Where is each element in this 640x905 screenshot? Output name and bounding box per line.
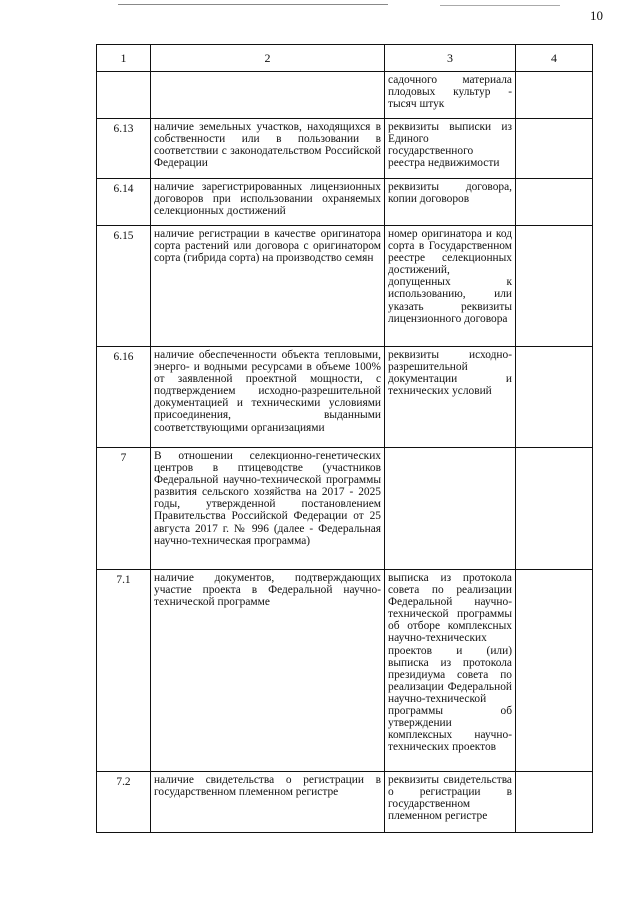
row-criterion: наличие земельных участков, находящихся в собственности или в пользовании в соответствии с законодательством Российской Федерации [151,119,385,179]
row-number: 6.15 [97,226,151,347]
table-row [97,772,593,833]
row-documents: садочного материала плодовых культур - тысяч штук [385,72,516,119]
row-col4 [516,448,593,570]
row-documents: выписка из протокола совета по реализации Федеральной научно-технической программы об отборе комплексных научно-технических проектов и (или) выписка из протокола президиума совета по реализации Федеральной научно-технической программы об утверждении комплексных научно-технических проектов [385,570,516,772]
row-number: 7.1 [97,570,151,772]
row-criterion: наличие свидетельства о регистрации в государственном племенном регистре [151,772,385,833]
row-col4 [516,72,593,119]
row-documents: реквизиты исходно-разрешительной документации и технических условий [385,347,516,448]
column-header-4: 4 [516,45,593,72]
row-criterion: наличие регистрации в качестве оригинатора сорта растений или договора с оригинатором сорта (гибрида сорта) на производство семян [151,226,385,347]
row-number: 6.14 [97,179,151,226]
row-criterion [151,72,385,119]
column-header-1: 1 [97,45,151,72]
row-number [97,72,151,119]
table-row [97,179,593,226]
row-criterion: наличие обеспеченности объекта тепловыми, энерго- и водными ресурсами в объеме 100% от заявленной проектной мощности, с подтверждением исходно-разрешительной документацией и техническими условиями присоединения, выданными соответствующими организациями [151,347,385,448]
row-documents: реквизиты договора, копии договоров [385,179,516,226]
row-documents: реквизиты выписки из Единого государственного реестра недвижимости [385,119,516,179]
table-row [97,72,593,119]
table-row [97,570,593,772]
row-criterion: В отношении селекционно-генетических центров в птицеводстве (участников Федеральной научно-технической программы развития сельского хозяйства на 2017 - 2025 годы, утвержденной постановлением Правительства Российской Федерации от 25 августа 2017 г. № 996 (далее - Федеральная научно-техническая программа) [151,448,385,570]
row-col4 [516,226,593,347]
row-number: 7.2 [97,772,151,833]
row-documents: номер оригинатора и код сорта в Государственном реестре селекционных достижений, допущенных к использованию, или указать реквизиты лицензионного договора [385,226,516,347]
row-number: 7 [97,448,151,570]
row-documents: реквизиты свидетельства о регистрации в государственном племенном регистре [385,772,516,833]
table-row [97,119,593,179]
row-criterion: наличие зарегистрированных лицензионных договоров при использовании охраняемых селекционных достижений [151,179,385,226]
table-header-row [97,45,593,72]
row-col4 [516,119,593,179]
row-criterion: наличие документов, подтверждающих участие проекта в Федеральной научно-технической программе [151,570,385,772]
scan-edge-line [118,4,388,5]
column-header-3: 3 [385,45,516,72]
column-header-2: 2 [151,45,385,72]
row-number: 6.13 [97,119,151,179]
row-col4 [516,347,593,448]
table-row [97,448,593,570]
scan-edge-line [440,5,560,6]
table-row [97,347,593,448]
row-col4 [516,772,593,833]
row-col4 [516,570,593,772]
row-documents [385,448,516,570]
row-col4 [516,179,593,226]
table-row [97,226,593,347]
page-number: 10 [590,8,603,23]
row-number: 6.16 [97,347,151,448]
requirements-table [96,44,593,833]
